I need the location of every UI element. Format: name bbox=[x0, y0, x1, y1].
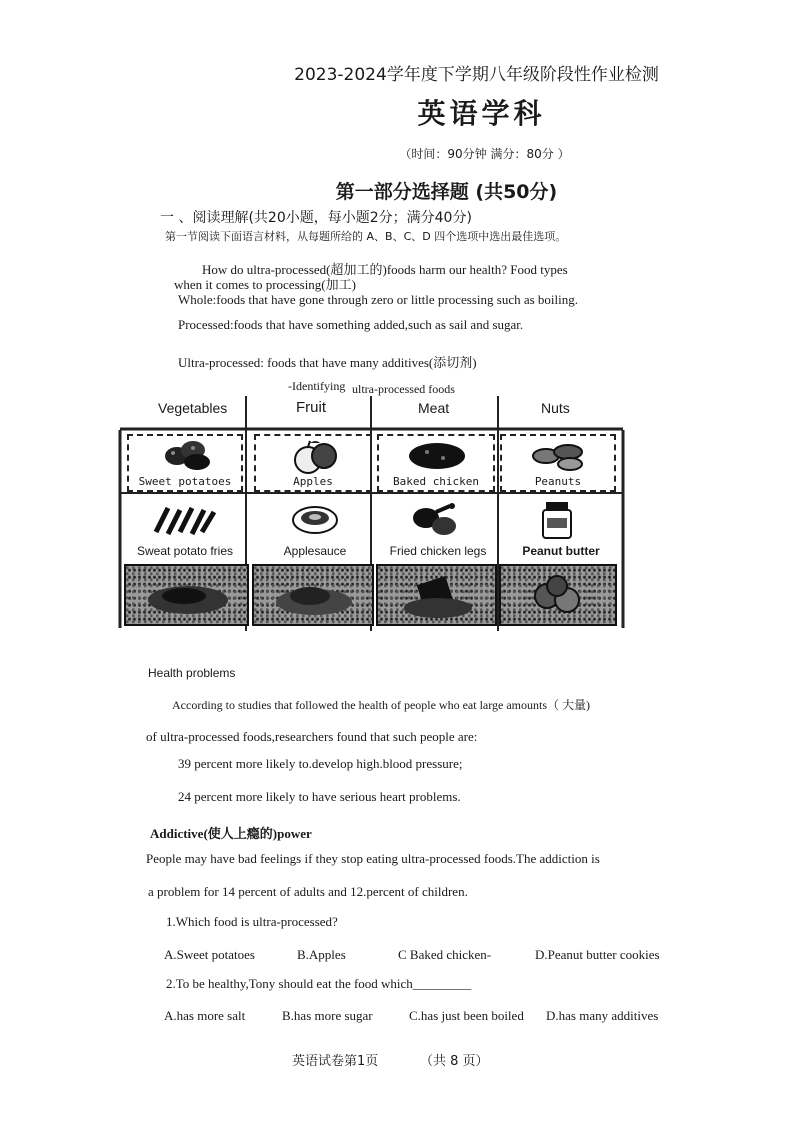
health-item-heart: 24 percent more likely to have serious heart problems. bbox=[178, 789, 461, 804]
cell-label-sweet-potatoes: Sweet potatoes bbox=[138, 475, 232, 488]
exam-header: 2023-2024学年度下学期八年级阶段性作业检测 bbox=[294, 65, 659, 85]
cell-apples bbox=[254, 434, 372, 492]
cell-label-apples: Apples bbox=[293, 475, 333, 488]
applesauce-bowl-icon bbox=[290, 504, 340, 538]
health-paragraph-line2: of ultra-processed foods,researchers found that such people are: bbox=[146, 729, 478, 744]
peanut-butter-jar-icon bbox=[538, 500, 578, 540]
peanuts-icon bbox=[530, 440, 590, 472]
addictive-heading: Addictive(使人上瘾的)power bbox=[150, 826, 312, 841]
cell-sweet-potatoes bbox=[127, 434, 243, 492]
question-1-option-a[interactable]: A.Sweet potatoes bbox=[164, 947, 255, 962]
question-2-option-b[interactable]: B.has more sugar bbox=[282, 1008, 373, 1023]
cell-label-baked-chicken: Baked chicken bbox=[392, 475, 480, 488]
photo-peanut-cookies bbox=[499, 564, 617, 626]
addictive-paragraph-line2: a problem for 14 percent of adults and 12.percent of children. bbox=[148, 884, 468, 899]
health-paragraph-line1: According to studies that followed the health of people who eat large amounts（ 大量) bbox=[172, 698, 591, 712]
question-1-stem: 1.Which food is ultra-processed? bbox=[166, 914, 338, 929]
apples-icon bbox=[290, 438, 340, 476]
question-1-option-c[interactable]: C Baked chicken- bbox=[398, 947, 492, 962]
definition-ultra-processed: Ultra-processed: foods that have many additives(添切剂) bbox=[178, 355, 477, 370]
sweet-potatoes-icon bbox=[163, 438, 213, 472]
baked-chicken-icon bbox=[405, 440, 469, 472]
question-2-option-d[interactable]: D.has many additives bbox=[546, 1008, 659, 1023]
definition-processed: Processed:foods that have something added,such as sail and sugar. bbox=[178, 317, 524, 332]
page-footer-label: 英语试卷第1页 bbox=[292, 1054, 379, 1069]
question-1-option-d[interactable]: D.Peanut butter cookies bbox=[535, 947, 660, 962]
column-header-fruit: Fruit bbox=[296, 399, 326, 416]
addictive-paragraph-line1: People may have bad feelings if they stop eating ultra-processed foods.The addiction is bbox=[146, 851, 600, 866]
cell-label-peanuts: Peanuts bbox=[534, 475, 582, 488]
health-heading: Health problems bbox=[148, 666, 236, 680]
column-header-vegetables: Vegetables bbox=[158, 400, 228, 416]
cell-label-fried-chicken-legs: Fried chicken legs bbox=[389, 544, 487, 558]
identifying-label: -Identifying bbox=[288, 379, 346, 393]
question-2-option-c[interactable]: C.has just been boiled bbox=[409, 1008, 524, 1023]
page-footer-total: （共 8 页） bbox=[420, 1054, 489, 1069]
cell-peanuts bbox=[500, 434, 616, 492]
question-2-option-a[interactable]: A.has more salt bbox=[164, 1008, 246, 1023]
cell-sweet-potato-fries bbox=[122, 496, 248, 560]
question-1-option-b[interactable]: B.Apples bbox=[297, 947, 346, 962]
cell-label-peanut-butter: Peanut butter bbox=[522, 544, 600, 558]
cell-peanut-butter bbox=[500, 496, 622, 560]
cell-label-sweet-potato-fries: Sweat potato fries bbox=[136, 544, 234, 558]
cell-fried-chicken-legs bbox=[376, 496, 500, 560]
health-item-blood-pressure: 39 percent more likely to.develop high.blood pressure; bbox=[178, 756, 463, 771]
photo-applesauce-plate bbox=[252, 564, 374, 626]
passage-title-line1: How do ultra-processed(超加工的)foods harm our health? Food types bbox=[202, 262, 568, 277]
cell-label-applesauce: Applesauce bbox=[283, 544, 347, 558]
section-instructions: 第一节阅读下面语言材料，从每题所给的 A、B、C、D 四个选项中选出最佳选项。 bbox=[165, 230, 567, 243]
fried-chicken-icon bbox=[406, 502, 466, 538]
fries-icon bbox=[150, 502, 220, 538]
identifying-subtitle: ultra-processed foods bbox=[352, 382, 455, 396]
section-heading: 一 、阅读理解(共20小题，每小题2分；满分40分) bbox=[160, 210, 472, 226]
cell-baked-chicken bbox=[377, 434, 495, 492]
photo-chicken-box bbox=[376, 564, 497, 626]
part-title: 第一部分选择题 (共50分) bbox=[335, 181, 558, 203]
column-header-meat: Meat bbox=[418, 400, 450, 416]
definition-whole: Whole:foods that have gone through zero or little processing such as boiling. bbox=[178, 292, 579, 307]
cell-applesauce bbox=[252, 496, 378, 560]
passage-title-line2: when it comes to processing(加工) bbox=[174, 277, 356, 292]
time-info: （时间：90分钟 满分：80分 ） bbox=[399, 147, 570, 161]
subject-title: 英语学科 bbox=[417, 97, 546, 130]
question-2-stem: 2.To be healthy,Tony should eat the food which_________ bbox=[166, 976, 472, 991]
photo-fries-plate bbox=[124, 564, 249, 626]
column-header-nuts: Nuts bbox=[541, 400, 570, 416]
